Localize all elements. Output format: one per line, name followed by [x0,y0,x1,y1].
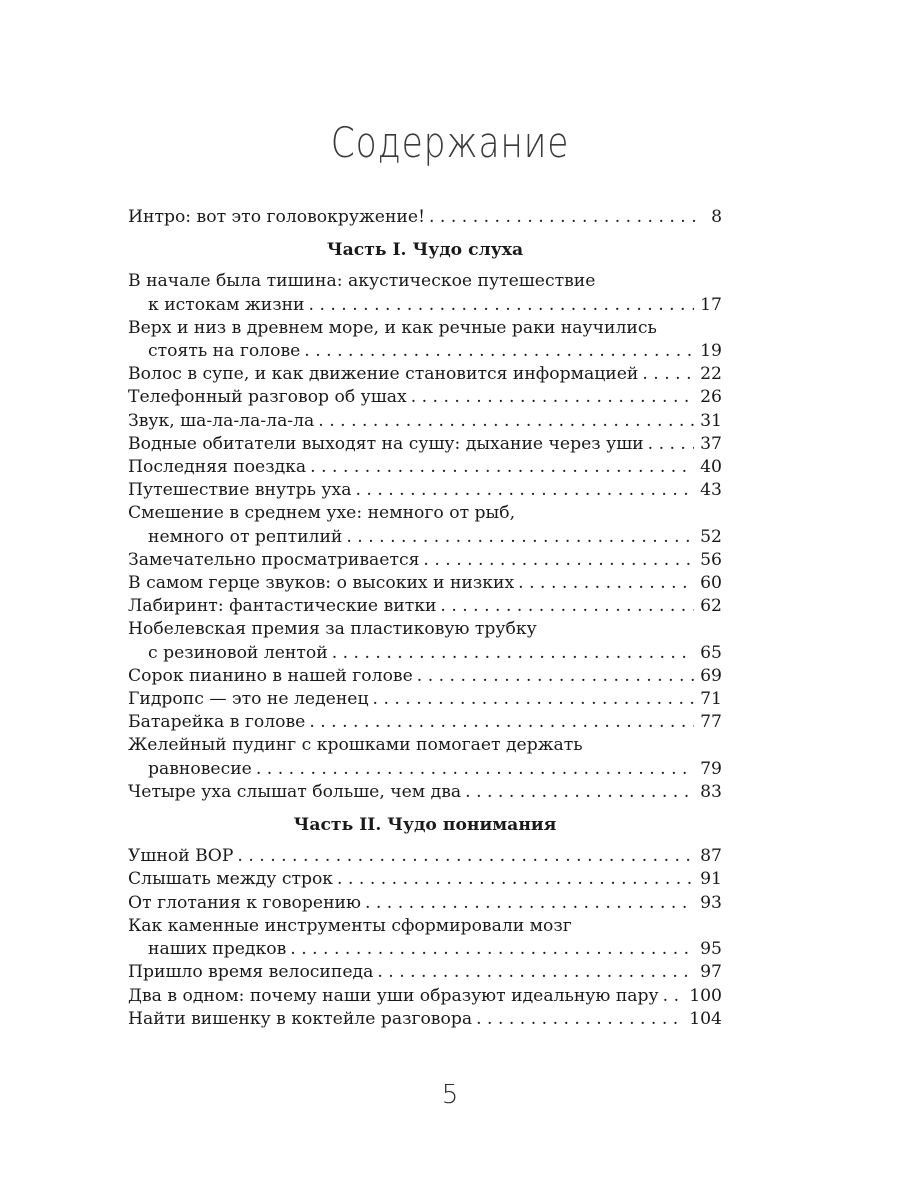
toc-entry-page: 69 [700,665,722,686]
toc-entry-title: Лабиринт: фантастические витки [128,596,437,617]
toc-entry-page: 79 [700,758,722,779]
toc-entry-page: 77 [700,712,722,733]
toc-entry-title-line1: Как каменные инструменты сформировали мозг [128,915,572,936]
toc-entry[interactable] [128,433,722,456]
toc-entry[interactable] [128,868,722,891]
toc-entry-title: Замечательно просматривается [128,549,420,570]
dot-leader [642,363,694,386]
dot-leader [337,868,694,891]
toc-entry-page: 95 [700,939,722,960]
toc-entry-page: 43 [700,480,722,501]
toc-entry[interactable] [128,734,722,780]
toc-entry[interactable] [128,781,722,804]
toc-entry-page: 8 [711,207,722,227]
toc-entry-page: 17 [700,294,722,315]
toc-entry-page: 83 [700,781,722,802]
toc-entry-title: Два в одном: почему наши уши образуют идеальную пару [128,985,659,1006]
toc-entry[interactable] [128,892,722,915]
toc-entry[interactable] [128,595,722,618]
page-number: 5 [441,1080,459,1110]
toc-entry[interactable] [128,985,722,1008]
toc-entry-page: 100 [689,985,722,1006]
toc-entry-title: стоять на голове [148,341,301,362]
dot-leader [465,781,694,804]
dot-leader [332,642,694,665]
dot-leader [440,595,694,618]
dot-leader [663,985,684,1008]
toc-entry-title: Интро: вот это головокружение! [128,207,425,227]
toc-entry[interactable] [128,502,722,548]
dot-leader [290,938,694,961]
toc-entry-title: В самом герце звуков: о высоких и низких [128,573,515,594]
part2-entries [128,845,722,1031]
toc-entry-title-line1: Желейный пудинг с крошками помогает держать [128,735,583,756]
dot-leader [518,572,694,595]
toc-entry-title: Слышать между строк [128,869,334,890]
toc-entry-title: Найти вишенку в коктейле разговора [128,1008,473,1029]
toc-entry-page: 104 [689,1008,722,1029]
toc-entry[interactable] [128,386,722,409]
toc-entry-title-line1: Верх и низ в древнем море, и как речные раки научились [128,317,657,338]
dot-leader [318,410,694,433]
toc-entry-page: 56 [700,549,722,570]
toc-entry-title: Сорок пианино в нашей голове [128,665,413,686]
dot-leader [310,456,694,479]
dot-leader [476,1008,683,1031]
toc-entry[interactable] [128,915,722,961]
part-heading-2: Часть II. Чудо понимания [293,815,557,836]
toc-entry[interactable] [128,711,722,734]
toc-entry[interactable] [128,317,722,363]
dot-leader [256,758,694,781]
toc-entry-title: равновесие [148,758,252,779]
toc-entry-page: 19 [700,341,722,362]
dot-leader [365,892,694,915]
toc-entry-page: 52 [700,526,722,547]
dot-leader [417,665,694,688]
dot-leader [373,688,695,711]
dot-leader [411,386,694,409]
toc-entry[interactable] [128,410,722,433]
dot-leader [377,961,694,984]
toc-entry[interactable] [128,363,722,386]
toc-entry-title: От глотания к говорению [128,892,361,913]
toc-entry[interactable] [128,572,722,595]
dot-leader [304,340,694,363]
toc-entry-title: Водные обитатели выходят на сушу: дыхание через уши [128,433,644,454]
toc-entry-page: 22 [700,364,722,385]
toc-entry-title-line1: Смешение в среднем ухе: немного от рыб, [128,503,516,524]
toc-entry-page: 87 [700,846,722,867]
dot-leader [423,549,694,572]
toc-entry-page: 65 [700,642,722,663]
toc-entry[interactable] [128,845,722,868]
toc-entry-title: Батарейка в голове [128,712,306,733]
toc-entry[interactable] [128,961,722,984]
dot-leader [648,433,694,456]
toc-entry-page: 60 [700,573,722,594]
toc-entry[interactable] [128,688,722,711]
toc-entry-page: 40 [700,457,722,478]
toc-entry-title-line1: В начале была тишина: акустическое путешествие [128,271,596,292]
toc-entry[interactable] [128,665,722,688]
toc-entry[interactable] [128,618,722,664]
toc-entry-page: 91 [700,869,722,890]
toc-entry-title: Ушной ВОР [128,846,234,867]
toc-entry-title: Телефонный разговор об ушах [128,387,407,408]
dot-leader [309,294,695,317]
dot-leader [237,845,694,868]
toc-entry-title: Звук, ша-ла-ла-ла-ла [128,410,315,431]
toc-entry-page: 37 [700,433,722,454]
toc-entry-page: 93 [700,892,722,913]
dot-leader [309,711,694,734]
page-title: Содержание [330,118,570,167]
dot-leader [355,479,694,502]
toc-entry-title: Последняя поездка [128,457,307,478]
part-heading-1: Часть I. Чудо слуха [326,240,524,261]
toc-entry[interactable] [128,456,722,479]
toc-entry-title: Пришло время велосипеда [128,962,374,983]
toc-entry-page: 26 [700,387,722,408]
toc-entry-title-line1: Нобелевская премия за пластиковую трубку [128,619,537,640]
dot-leader [346,526,694,549]
toc-entry-intro[interactable] [128,206,722,229]
table-of-contents [128,206,722,1031]
toc-entry-title: наших предков [148,939,287,960]
toc-entry-title: немного от рептилий [148,526,343,547]
toc-entry-title: Гидропс — это не леденец [128,689,369,710]
toc-entry-page: 62 [700,596,722,617]
toc-entry-title: к истокам жизни [148,294,305,315]
toc-entry-title: Волос в супе, и как движение становится информацией [128,364,639,385]
toc-entry[interactable] [128,1008,722,1031]
toc-entry-title: Четыре уха слышат больше, чем два [128,781,462,802]
toc-entry[interactable] [128,270,722,316]
toc-entry-page: 71 [700,689,722,710]
toc-entry-page: 97 [700,962,722,983]
part1-entries [128,270,722,804]
toc-entry[interactable] [128,549,722,572]
toc-entry-title: с резиновой лентой [148,642,328,663]
dot-leader [429,206,696,229]
toc-entry[interactable] [128,479,722,502]
toc-entry-title: Путешествие внутрь уха [128,480,352,501]
toc-entry-page: 31 [700,410,722,431]
